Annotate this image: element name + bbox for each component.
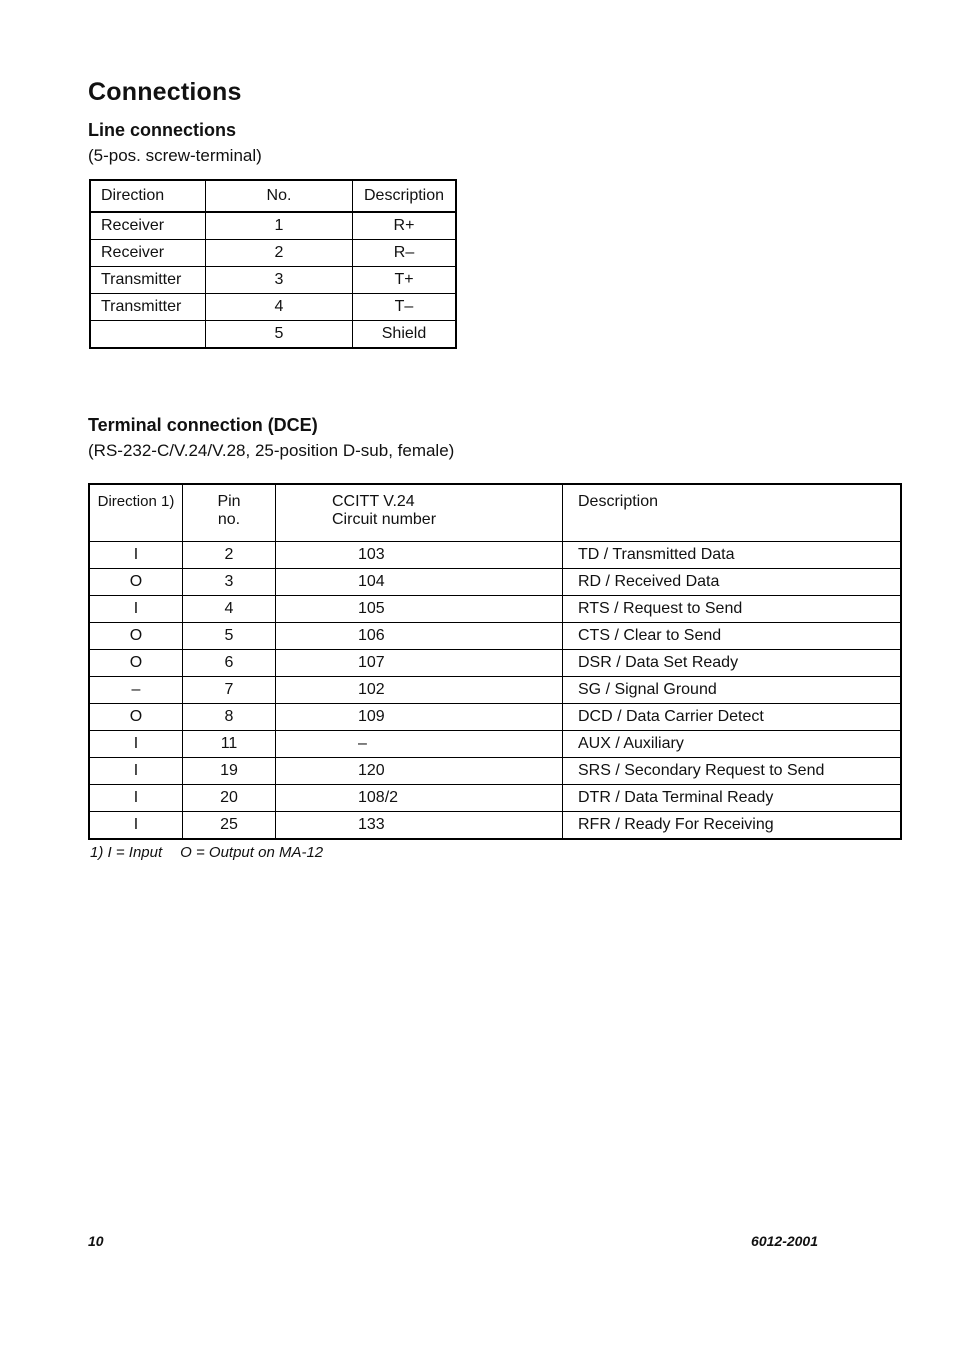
cell-direction: Receiver xyxy=(90,212,206,240)
terminal-connection-table xyxy=(88,483,902,840)
cell-circuit-number: 105 xyxy=(276,596,563,623)
cell-pin: 19 xyxy=(183,758,276,785)
table-row xyxy=(89,569,901,596)
cell-circuit-number: 120 xyxy=(276,758,563,785)
column-header-ccitt-line1: CCITT V.24 xyxy=(332,493,415,510)
cell-pin: 11 xyxy=(183,731,276,758)
cell-direction: I xyxy=(89,758,183,785)
column-header-direction: Direction 1) xyxy=(89,484,183,542)
cell-circuit-number: 104 xyxy=(276,569,563,596)
cell-circuit-number: 109 xyxy=(276,704,563,731)
cell-pin: 20 xyxy=(183,785,276,812)
cell-description: CTS / Clear to Send xyxy=(563,623,902,650)
cell-description: T+ xyxy=(353,267,457,294)
cell-no: 5 xyxy=(206,321,353,349)
cell-description: DTR / Data Terminal Ready xyxy=(563,785,902,812)
line-connections-subtitle: (5-pos. screw-terminal) xyxy=(88,146,262,165)
cell-description: SRS / Secondary Request to Send xyxy=(563,758,902,785)
cell-direction: – xyxy=(89,677,183,704)
cell-direction: O xyxy=(89,650,183,677)
cell-pin: 6 xyxy=(183,650,276,677)
cell-circuit-number: – xyxy=(276,731,563,758)
table-row xyxy=(89,785,901,812)
cell-pin: 5 xyxy=(183,623,276,650)
cell-direction: I xyxy=(89,785,183,812)
terminal-connection-heading: Terminal connection (DCE) xyxy=(88,415,318,435)
table-row xyxy=(89,704,901,731)
column-header-pin-line1: Pin xyxy=(217,493,241,510)
column-header-pin-line2: no. xyxy=(217,511,241,528)
table-row xyxy=(90,321,456,349)
cell-description: R– xyxy=(353,240,457,267)
table-row xyxy=(89,812,901,840)
column-header-description: Description xyxy=(353,180,457,212)
cell-pin: 8 xyxy=(183,704,276,731)
cell-no: 4 xyxy=(206,294,353,321)
table-row xyxy=(89,677,901,704)
cell-description: SG / Signal Ground xyxy=(563,677,902,704)
cell-direction: I xyxy=(89,542,183,569)
cell-description: RTS / Request to Send xyxy=(563,596,902,623)
cell-description: R+ xyxy=(353,212,457,240)
cell-circuit-number: 102 xyxy=(276,677,563,704)
cell-direction: I xyxy=(89,731,183,758)
terminal-connection-subtitle: (RS-232-C/V.24/V.28, 25-position D-sub, female) xyxy=(88,441,455,460)
cell-direction: Receiver xyxy=(90,240,206,267)
table-header-row xyxy=(90,180,456,212)
cell-pin: 4 xyxy=(183,596,276,623)
page-number: 10 xyxy=(88,1233,104,1249)
cell-circuit-number: 108/2 xyxy=(276,785,563,812)
table-row xyxy=(89,623,901,650)
column-header-description: Description xyxy=(563,484,902,542)
cell-description: T– xyxy=(353,294,457,321)
table-row xyxy=(89,650,901,677)
cell-circuit-number: 103 xyxy=(276,542,563,569)
cell-circuit-number: 133 xyxy=(276,812,563,840)
column-header-direction: Direction xyxy=(90,180,206,212)
cell-direction: Transmitter xyxy=(90,294,206,321)
table-header-row xyxy=(89,484,901,542)
table-row xyxy=(89,731,901,758)
cell-description: DSR / Data Set Ready xyxy=(563,650,902,677)
page-title: Connections xyxy=(88,78,242,106)
cell-pin: 25 xyxy=(183,812,276,840)
cell-direction xyxy=(90,321,206,349)
line-connections-table xyxy=(89,179,457,349)
table-row xyxy=(90,294,456,321)
cell-pin: 2 xyxy=(183,542,276,569)
cell-pin: 3 xyxy=(183,569,276,596)
column-header-ccitt-line2: Circuit number xyxy=(332,511,437,528)
cell-direction: Transmitter xyxy=(90,267,206,294)
column-header-no: No. xyxy=(206,180,353,212)
table-row xyxy=(90,212,456,240)
cell-no: 3 xyxy=(206,267,353,294)
table-footnote xyxy=(90,844,323,861)
cell-direction: I xyxy=(89,812,183,840)
table-row xyxy=(90,240,456,267)
column-header-pin xyxy=(183,484,276,542)
footnote-marker: 1) xyxy=(90,844,104,861)
cell-pin: 7 xyxy=(183,677,276,704)
table-row xyxy=(89,758,901,785)
cell-no: 1 xyxy=(206,212,353,240)
footnote-input: I = Input xyxy=(107,844,163,861)
cell-description: Shield xyxy=(353,321,457,349)
cell-direction: O xyxy=(89,704,183,731)
cell-description: RD / Received Data xyxy=(563,569,902,596)
table-row xyxy=(89,542,901,569)
line-connections-heading: Line connections xyxy=(88,120,237,140)
cell-description: DCD / Data Carrier Detect xyxy=(563,704,902,731)
cell-description: AUX / Auxiliary xyxy=(563,731,902,758)
table-row xyxy=(89,596,901,623)
cell-direction: I xyxy=(89,596,183,623)
cell-direction: O xyxy=(89,623,183,650)
cell-circuit-number: 107 xyxy=(276,650,563,677)
table-row xyxy=(90,267,456,294)
cell-no: 2 xyxy=(206,240,353,267)
cell-circuit-number: 106 xyxy=(276,623,563,650)
footnote-output: O = Output on MA-12 xyxy=(180,844,324,861)
column-header-ccitt xyxy=(276,484,563,542)
cell-description: TD / Transmitted Data xyxy=(563,542,902,569)
cell-description: RFR / Ready For Receiving xyxy=(563,812,902,840)
cell-direction: O xyxy=(89,569,183,596)
document-number: 6012-2001 xyxy=(751,1233,818,1249)
